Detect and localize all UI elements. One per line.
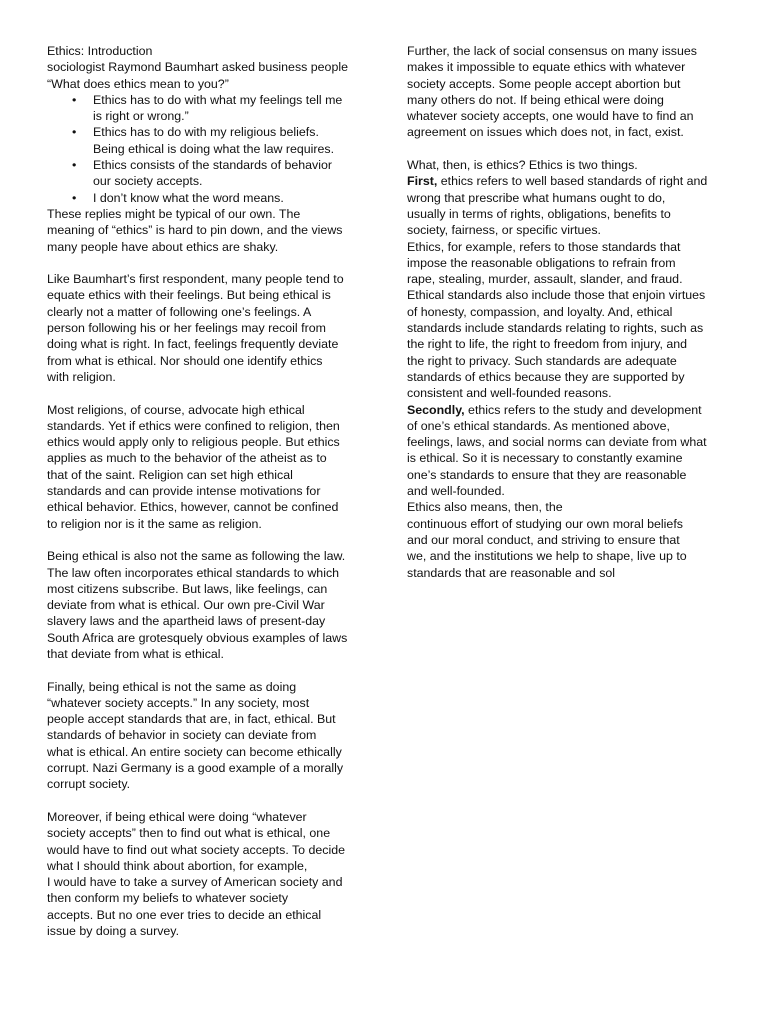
paragraph: Moreover, if being ethical were doing “whatever society accepts” then to find out what is ethical, one would have to find out what society accepts. To decide what I should think about abortion, for example, I would have to take a survey of American society and then conform my beliefs to whatever society accepts. But no one ever tries to decide an ethical issue by doing a survey.	[47, 809, 346, 939]
list-item: • Ethics has to do with my religious beliefs. Being ethical is doing what the law requires.	[72, 125, 335, 156]
bullet-icon: •	[72, 125, 77, 140]
first-label: First,	[407, 174, 438, 189]
paragraph: Finally, being ethical is not the same as doing “whatever society accepts.” In any society, most people accept standards that are, in fact, ethical. But standards of behavior in society can deviate from what is ethical. An entire society can become ethically corrupt. Nazi Germany is a good example of a morally corrupt society.	[47, 679, 344, 792]
paragraph: These replies might be typical of our own. The meaning of “ethics” is hard to pin down, and the views many people have about ethics are shaky.	[47, 206, 343, 254]
paragraph: Ethics also means, then, the continuous effort of studying our own moral beliefs and our moral conduct, and striving to ensure that we, and the institutions we help to shape, live up to standards that are reasonable and sol	[407, 500, 687, 580]
bullet-icon: •	[72, 92, 77, 107]
intro-paragraph: sociologist Raymond Baumhart asked business people “What does ethics mean to you?”	[47, 60, 348, 91]
bullet-icon: •	[72, 158, 77, 173]
second-definition: Secondly, ethics refers to the study and development of one’s ethical standards. As mentioned above, feelings, laws, and social norms can deviate from what is ethical. So it is necessary to constantly examine one’s standards to ensure that they are reasonable and well-founded.	[407, 402, 707, 499]
right-column	[407, 43, 729, 581]
document-title: Ethics: Introduction	[47, 44, 153, 58]
left-column	[47, 43, 365, 939]
first-definition: First, ethics refers to well based standards of right and wrong that prescribe what humans ought to do, usually in terms of rights, obligations, benefits to society, fairness, or specific virtues.	[407, 174, 708, 238]
paragraph: Further, the lack of social consensus on many issues makes it impossible to equate ethics with whatever society accepts. Some people accept abortion but many others do not. If being ethical were doing whatever society accepts, one would have to find an agreement on issues which does not, in fact, exist.	[407, 44, 697, 140]
second-label: Secondly,	[407, 402, 465, 417]
definition-question: What, then, is ethics? Ethics is two things.	[407, 158, 638, 173]
list-item: • Ethics has to do with what my feelings tell me is right or wrong.”	[72, 92, 343, 124]
paragraph: Being ethical is also not the same as following the law. The law often incorporates ethical standards to which most citizens subscribe. But laws, like feelings, can deviate from what is ethical. Our own pre-Civil War slavery laws and the apartheid laws of present-day South Africa are grotesquely obvious examples of laws that deviate from what is ethical.	[47, 549, 348, 661]
paragraph: Ethics, for example, refers to those standards that impose the reasonable obligations to refrain from rape, stealing, murder, assault, slander, and fraud. Ethical standards also include those that enjoin virtues of honesty, compassion, and loyalty. And, ethical standards include standards relating to rights, such as the right to life, the right to freedom from injury, and the right to privacy. Such standards are adequate standards of ethics because they are supported by consistent and well-founded reasons.	[407, 239, 706, 401]
paragraph: Most religions, of course, advocate high ethical standards. Yet if ethics were confined to religion, then ethics would apply only to religious people. But ethics applies as much to the behavior of the atheist as to that of the saint. Religion can set high ethical standards and can provide intense motivations for ethical behavior. Ethics, however, cannot be confined to religion nor is it the same as religion.	[47, 402, 340, 531]
list-item: • I don’t know what the word means.	[72, 190, 284, 205]
list-item: • Ethics consists of the standards of behavior our society accepts.	[72, 158, 332, 189]
bullet-icon: •	[72, 190, 77, 205]
survey-responses-list	[47, 92, 365, 206]
paragraph: Like Baumhart’s first respondent, many people tend to equate ethics with their feelings. But being ethical is clearly not a matter of following one’s feelings. A person following his or her feelings may recoil from doing what is right. In fact, feelings frequently deviate from what is ethical. Nor should one identify ethics with religion.	[47, 272, 344, 384]
